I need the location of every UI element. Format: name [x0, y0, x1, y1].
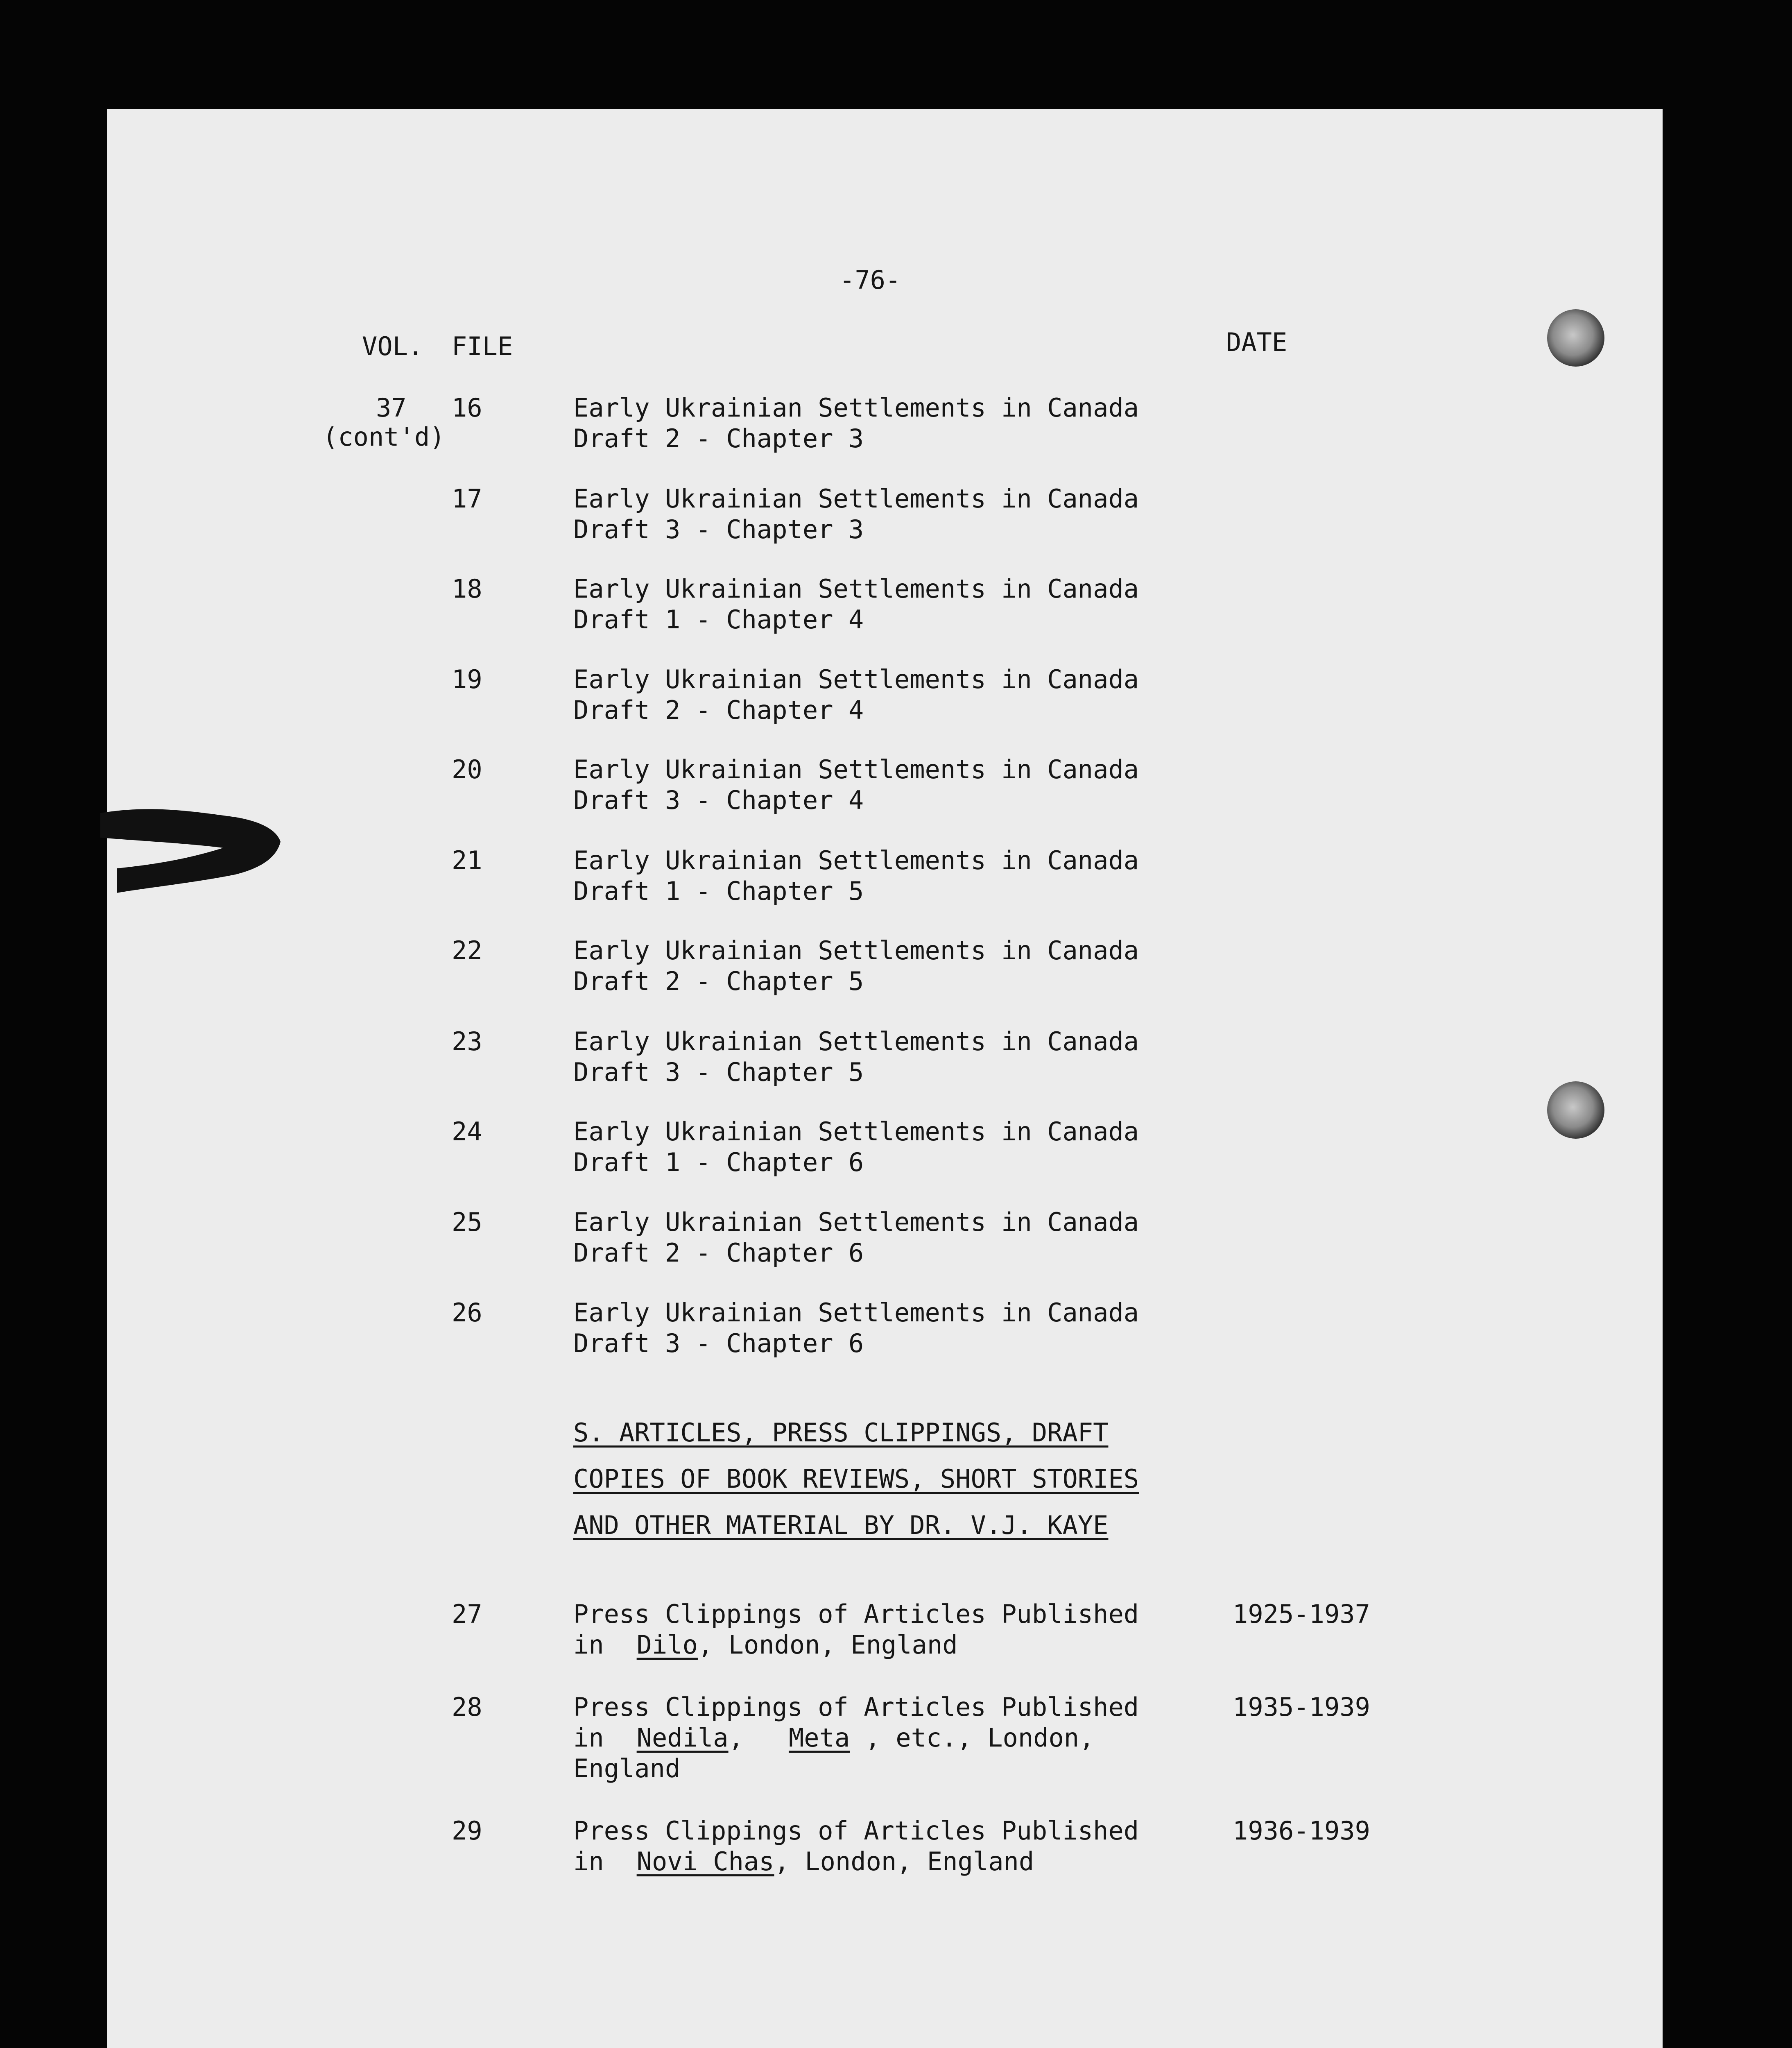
file-number: 24: [452, 1117, 482, 1146]
vol-number: 37: [376, 393, 407, 423]
publication-name: Dilo: [636, 1630, 698, 1660]
publication-name: Meta: [788, 1723, 850, 1753]
file-subtitle-cont: England: [573, 1753, 681, 1783]
file-number: 26: [452, 1298, 482, 1328]
file-number: 21: [452, 845, 482, 875]
file-title: Early Ukrainian Settlements in Canada: [573, 1207, 1139, 1237]
file-subtitle: Draft 2 - Chapter 5: [573, 966, 864, 996]
file-title: Press Clippings of Articles Published: [573, 1692, 1139, 1722]
vol-header: VOL.: [362, 331, 423, 361]
location-text: , London, England: [697, 1630, 958, 1660]
section-s-line: AND OTHER MATERIAL BY DR. V.J. KAYE: [573, 1510, 1109, 1540]
file-subtitle: Draft 1 - Chapter 6: [573, 1147, 864, 1177]
file-title: Early Ukrainian Settlements in Canada: [573, 664, 1139, 694]
file-number: 18: [452, 574, 482, 604]
file-number: 29: [452, 1816, 482, 1846]
file-number: 20: [452, 754, 482, 784]
file-number: 27: [452, 1599, 482, 1629]
file-subtitle: Draft 2 - Chapter 3: [573, 424, 864, 453]
file-number: 19: [452, 664, 482, 694]
file-title: Early Ukrainian Settlements in Canada: [573, 1298, 1139, 1328]
file-subtitle: Draft 1 - Chapter 4: [573, 605, 864, 634]
location-text: , etc., London,: [850, 1723, 1095, 1753]
file-title: Early Ukrainian Settlements in Canada: [573, 754, 1139, 784]
file-subtitle: Draft 1 - Chapter 5: [573, 876, 864, 906]
vol-continued: (cont'd): [323, 422, 445, 452]
file-subtitle: Draft 3 - Chapter 4: [573, 785, 864, 815]
file-number: 25: [452, 1207, 482, 1237]
file-date: 1935-1939: [1233, 1692, 1370, 1722]
file-subtitle: Draft 3 - Chapter 3: [573, 514, 864, 544]
file-header: FILE: [452, 331, 513, 361]
location-text: , London, England: [774, 1846, 1034, 1876]
file-title: Early Ukrainian Settlements in Canada: [573, 1117, 1139, 1146]
section-s-line: COPIES OF BOOK REVIEWS, SHORT STORIES: [573, 1464, 1139, 1494]
file-subtitle: [573, 1723, 1095, 1753]
file-title: Early Ukrainian Settlements in Canada: [573, 1026, 1139, 1056]
file-date: 1925-1937: [1233, 1599, 1370, 1629]
file-subtitle: [573, 1630, 958, 1660]
file-number: 17: [452, 484, 482, 514]
punch-hole-middle: [1547, 1081, 1604, 1139]
arrow-mark-icon: [100, 797, 281, 895]
in-word: in: [573, 1723, 604, 1753]
publication-name: Nedila: [636, 1723, 729, 1753]
file-title: Press Clippings of Articles Published: [573, 1816, 1139, 1846]
file-subtitle: Draft 3 - Chapter 6: [573, 1328, 864, 1358]
file-number: 16: [452, 393, 482, 423]
file-subtitle: [573, 1846, 1034, 1877]
file-title: Early Ukrainian Settlements in Canada: [573, 845, 1139, 875]
date-header: DATE: [1226, 327, 1287, 357]
file-number: 28: [452, 1692, 482, 1722]
in-word: in: [573, 1846, 604, 1876]
separator: ,: [728, 1723, 744, 1753]
file-title: Early Ukrainian Settlements in Canada: [573, 393, 1139, 423]
punch-hole-top: [1547, 309, 1604, 367]
file-subtitle: Draft 2 - Chapter 4: [573, 695, 864, 725]
section-s-line: S. ARTICLES, PRESS CLIPPINGS, DRAFT: [573, 1418, 1109, 1448]
file-title: Press Clippings of Articles Published: [573, 1599, 1139, 1629]
file-title: Early Ukrainian Settlements in Canada: [573, 484, 1139, 514]
file-subtitle: Draft 2 - Chapter 6: [573, 1238, 864, 1268]
publication-name: Novi Chas: [636, 1846, 774, 1876]
in-word: in: [573, 1630, 604, 1660]
file-number: 23: [452, 1026, 482, 1056]
file-title: Early Ukrainian Settlements in Canada: [573, 574, 1139, 604]
file-date: 1936-1939: [1233, 1816, 1370, 1846]
file-number: 22: [452, 936, 482, 965]
file-subtitle: Draft 3 - Chapter 5: [573, 1057, 864, 1087]
file-title: Early Ukrainian Settlements in Canada: [573, 936, 1139, 965]
page-number: -76-: [839, 265, 901, 295]
